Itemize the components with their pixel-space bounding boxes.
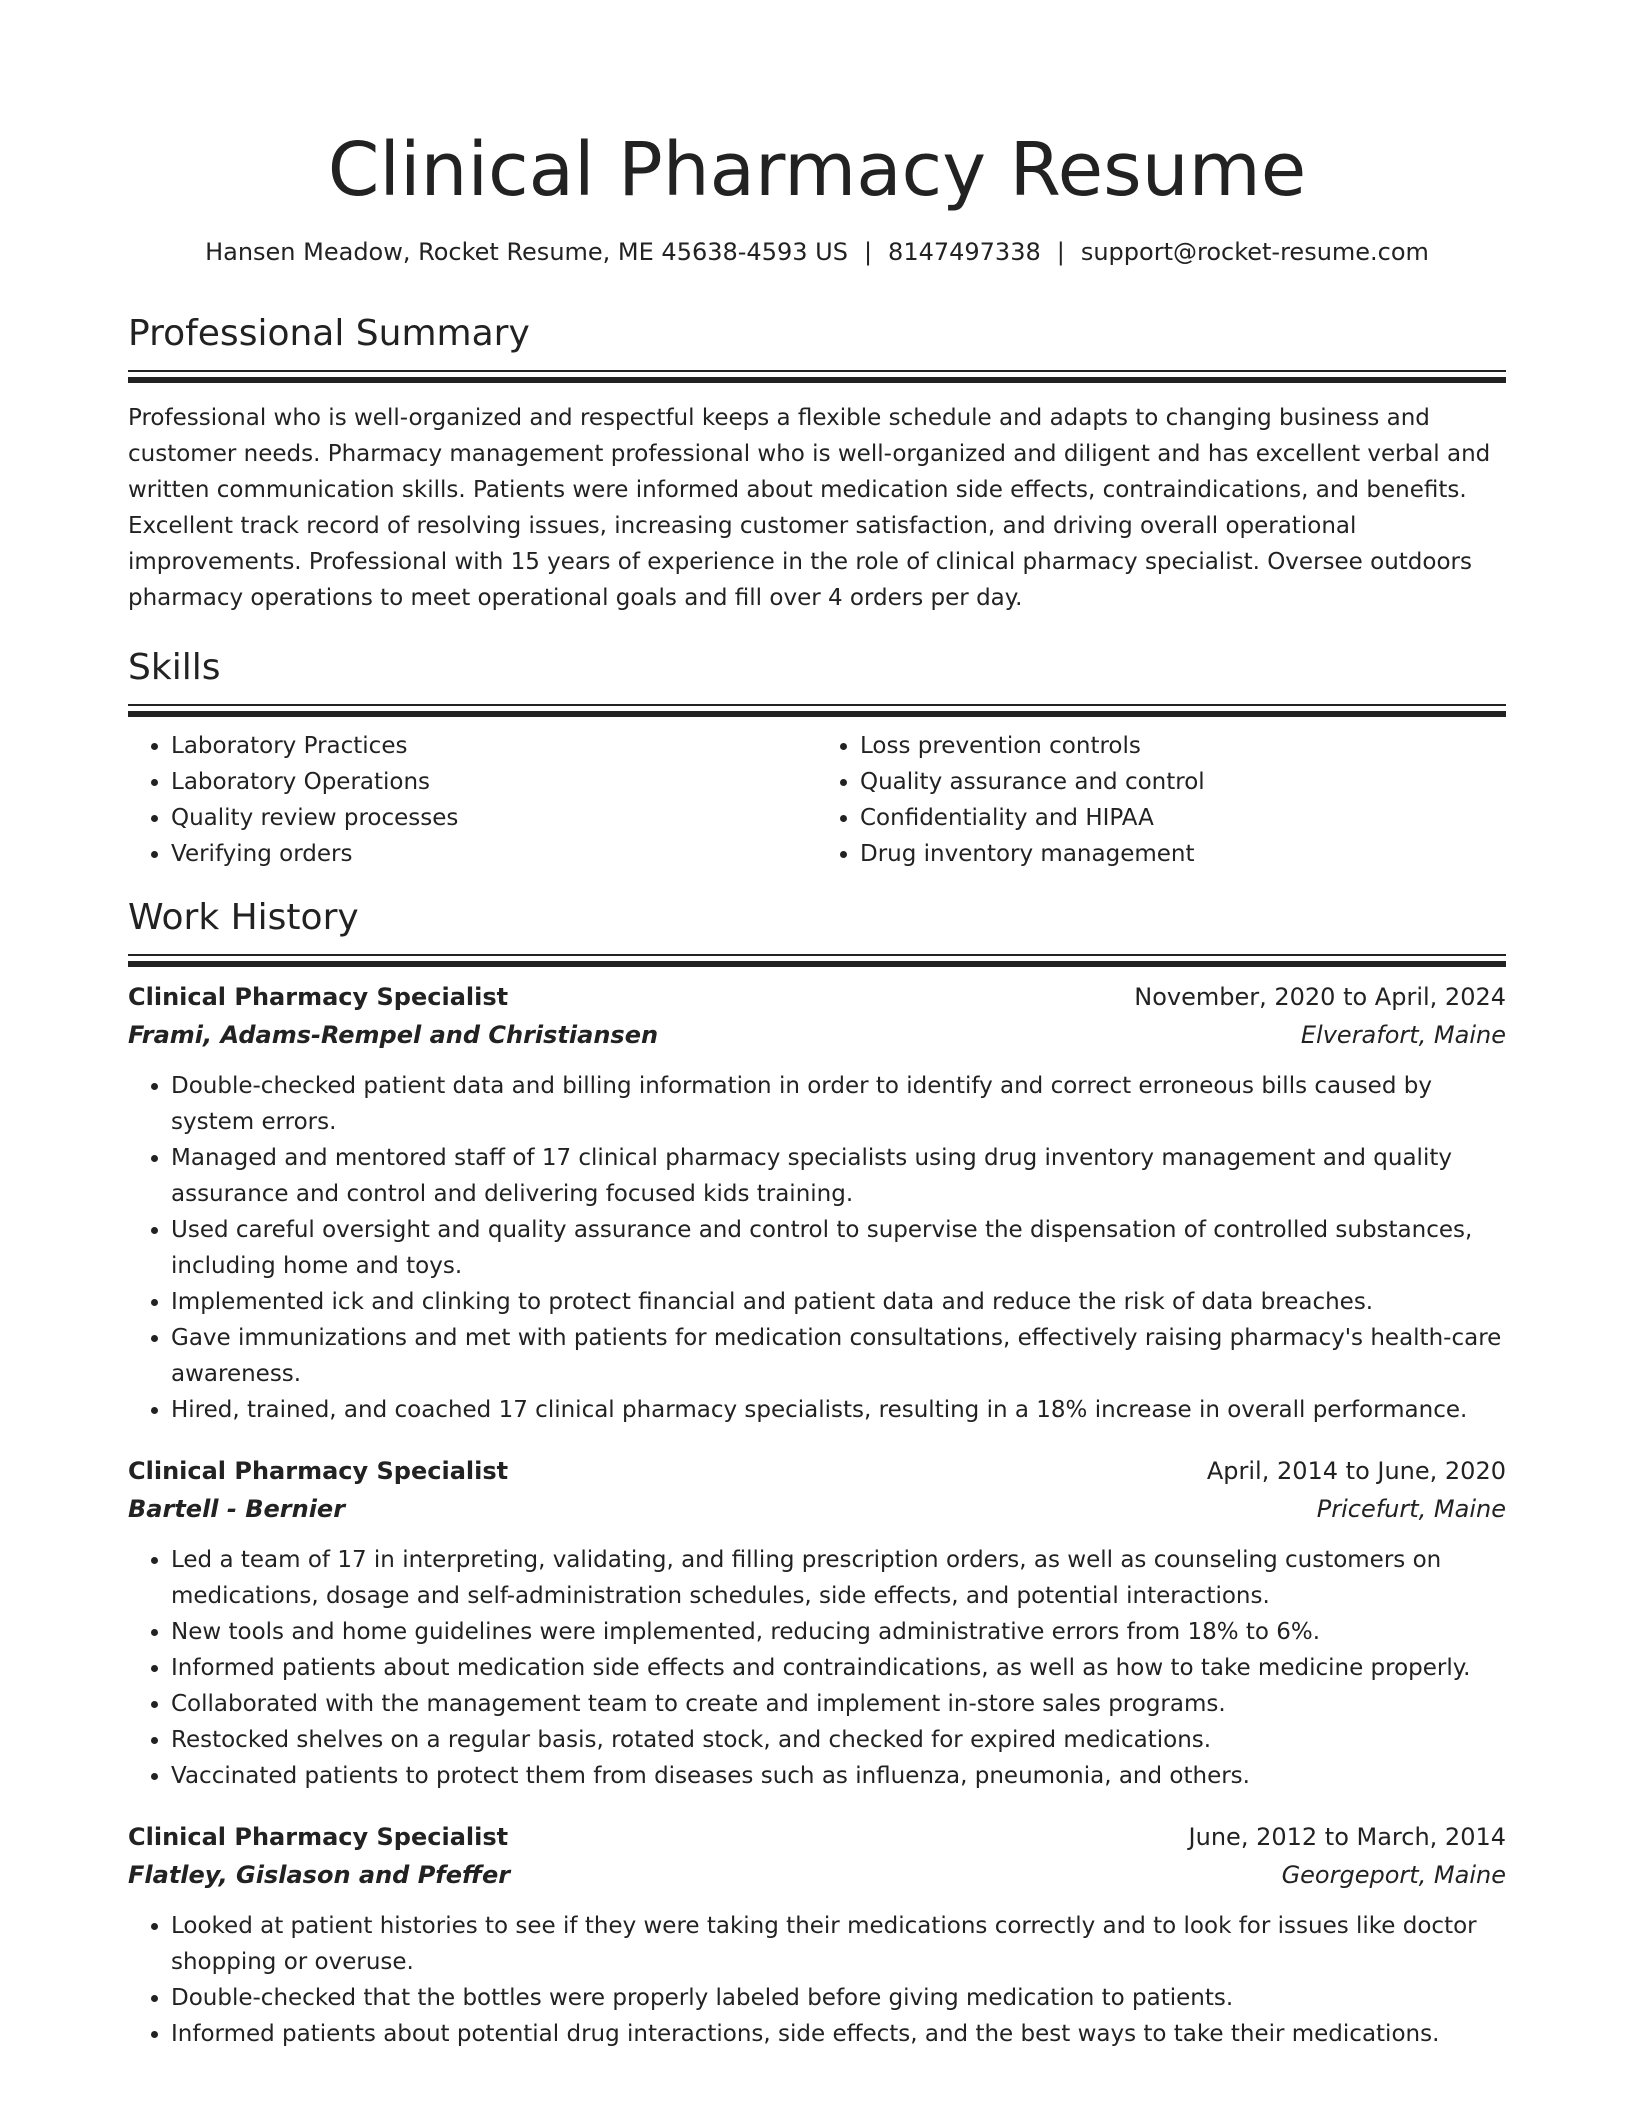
job-bullet: • Implemented ick and clinking to protect financial and patient data and reduce the risk of data breaches. [171,1284,1506,1320]
job-entry [128,1452,1506,1794]
summary-section [128,310,1506,616]
skill-item: • Loss prevention controls [860,728,1506,764]
contact-address: Hansen Meadow, Rocket Resume, ME 45638-4593 US [205,238,848,266]
job-bullet: • Restocked shelves on a regular basis, rotated stock, and checked for expired medications. [171,1722,1506,1758]
job-bullet: • Looked at patient histories to see if they were taking their medications correctly and to look for issues like doctor shopping or overuse. [171,1908,1506,1980]
summary-heading: Professional Summary [128,313,530,354]
job-title: Clinical Pharmacy Specialist [128,1457,509,1485]
job-company: Frami, Adams-Rempel and Christiansen [128,1021,659,1049]
job-location: Pricefurt, Maine [1316,1495,1506,1523]
section-divider [128,704,1506,706]
job-bullets [128,1908,1506,2052]
job-location: Elverafort, Maine [1300,1021,1506,1049]
section-divider [128,954,1506,956]
job-company: Flatley, Gislason and Pfeffer [128,1861,511,1889]
job-bullets [128,1068,1506,1428]
skills-section [128,644,1506,872]
contact-email: support@rocket-resume.com [1080,238,1429,266]
job-dates: April, 2014 to June, 2020 [1206,1457,1506,1485]
contact-separator: | [1056,238,1065,266]
skills-heading: Skills [128,647,221,688]
skill-item: • Drug inventory management [860,836,1506,872]
summary-text: Professional who is well-organized and respectful keeps a flexible schedule and adapts to changing business and customer needs. Pharmacy management professional who is well-organized and diligent and has excellent verbal and written communication skills. Patients were informed about medication side effects, contraindications, and benefits. Excellent track record of resolving issues, increasing customer satisfaction, and driving overall operational improvements. Professional with 15 years of experience in the role of clinical pharmacy specialist. Oversee outdoors pharmacy operations to meet operational goals and fill over 4 orders per day. [128,405,1491,611]
job-header-row [128,1452,1506,1490]
skill-item: • Laboratory Practices [171,728,817,764]
work-history-heading: Work History [128,897,359,938]
resume-title: Clinical Pharmacy Resume [327,127,1307,213]
job-bullet: • Vaccinated patients to protect them from diseases such as influenza, pneumonia, and others. [171,1758,1506,1794]
job-bullet: • Collaborated with the management team to create and implement in-store sales programs. [171,1686,1506,1722]
job-entry [128,1818,1506,2052]
job-bullet: • Double-checked patient data and billing information in order to identify and correct erroneous bills caused by system errors. [171,1068,1506,1140]
skill-item: • Verifying orders [171,836,817,872]
job-bullet: • Hired, trained, and coached 17 clinical pharmacy specialists, resulting in a 18% increase in overall performance. [171,1392,1506,1428]
job-bullet: • Informed patients about medication side effects and contraindications, as well as how to take medicine properly. [171,1650,1506,1686]
skill-item: • Confidentiality and HIPAA [860,800,1506,836]
job-company-row [128,1016,1506,1054]
skill-item: • Quality assurance and control [860,764,1506,800]
job-company-row [128,1490,1506,1528]
contact-separator: | [863,238,873,266]
job-title: Clinical Pharmacy Specialist [128,1823,509,1851]
job-bullet: • Informed patients about potential drug interactions, side effects, and the best ways to take their medications. [171,2016,1506,2052]
job-bullet: • Managed and mentored staff of 17 clinical pharmacy specialists using drug inventory management and quality assurance and control and delivering focused kids training. [171,1140,1506,1212]
skills-list-right [817,728,1506,872]
job-company: Bartell - Bernier [128,1495,346,1523]
job-bullet: • Led a team of 17 in interpreting, validating, and filling prescription orders, as well as counseling customers on medications, dosage and self-administration schedules, side effects, and potential interactions. [171,1542,1506,1614]
job-header-row [128,1818,1506,1856]
job-location: Georgeport, Maine [1281,1861,1506,1889]
contact-phone: 8147497338 [888,238,1041,266]
job-title: Clinical Pharmacy Specialist [128,983,509,1011]
job-dates: November, 2020 to April, 2024 [1134,983,1506,1011]
job-entry [128,978,1506,1428]
job-bullet: • Double-checked that the bottles were properly labeled before giving medication to patients. [171,1980,1506,2016]
job-bullets [128,1542,1506,1794]
job-bullet: • New tools and home guidelines were implemented, reducing administrative errors from 18% to 6%. [171,1614,1506,1650]
section-divider [128,370,1506,372]
job-bullet: • Gave immunizations and met with patients for medication consultations, effectively raising pharmacy's health-care awareness. [171,1320,1506,1392]
skills-list-left [128,728,817,872]
job-dates: June, 2012 to March, 2014 [1188,1823,1506,1851]
job-bullet: • Used careful oversight and quality assurance and control to supervise the dispensation of controlled substances, including home and toys. [171,1212,1506,1284]
work-history-section [128,894,1506,2052]
skill-item: • Quality review processes [171,800,817,836]
skill-item: • Laboratory Operations [171,764,817,800]
job-header-row [128,978,1506,1016]
contact-line [128,236,1506,268]
skills-columns [128,728,1506,872]
job-company-row [128,1856,1506,1894]
